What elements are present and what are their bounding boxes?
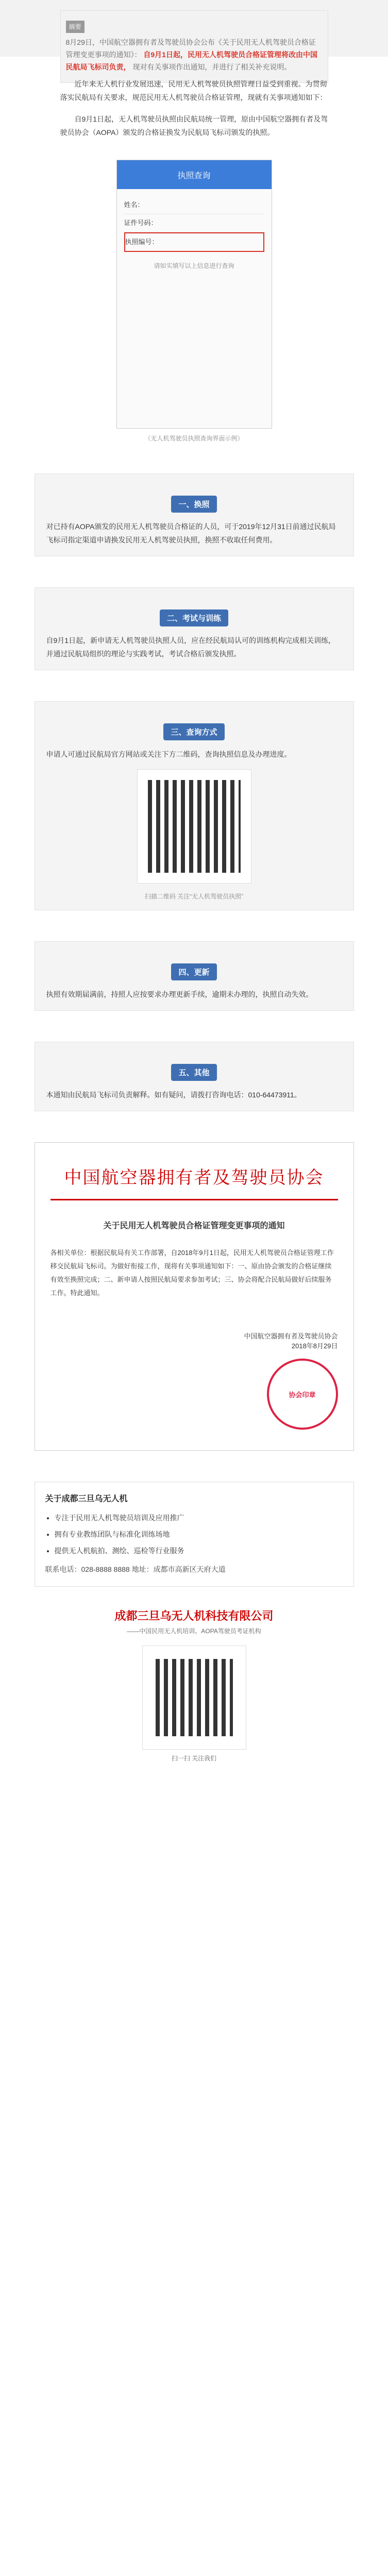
footer-qr-code[interactable] xyxy=(142,1646,246,1750)
section-four xyxy=(35,941,354,1011)
notice-title: 中国航空器拥有者及驾驶员协会 xyxy=(64,1167,324,1188)
section-one xyxy=(35,473,354,556)
intro-paragraph-2: 自9月1日起，无人机驾驶员执照由民航局统一管理，原由中国航空器拥有者及驾驶员协会（AOPA）颁发的合格证换发为民航局飞标司颁发的执照。 xyxy=(60,115,328,137)
qr-caption: 扫描二维码 关注“无人机驾驶员执照” xyxy=(144,893,244,900)
summary-line2: 现对有关事项作出通知，并进行了相关补充说明。 xyxy=(132,63,292,71)
section-three-head: 三、查询方式 xyxy=(163,723,224,740)
summary-text xyxy=(66,36,323,73)
phone-field-id[interactable]: 证件号码： xyxy=(124,214,264,232)
footer-qr-pattern xyxy=(156,1659,233,1736)
footer-subtitle: ——中国民用无人机培训、AOPA驾驶员考证机构 xyxy=(127,1628,261,1635)
section-two-head: 二、考试与训练 xyxy=(160,609,228,626)
company-heading: 关于成都三旦乌无人机 xyxy=(45,1495,128,1503)
footer xyxy=(35,1607,354,1762)
phone-title: 执照查询 xyxy=(117,160,272,189)
phone-hint: 请如实填写以上信息进行查询 xyxy=(154,262,234,269)
notice-date: 2018年8月29日 xyxy=(291,1342,338,1350)
phone-caption: （无人机驾驶员执照查询界面示例） xyxy=(144,435,244,442)
notice-body: 各相关单位：根据民航局有关工作部署，自2018年9月1日起，民用无人机驾驶员合格证管理工作移交民航局飞标司。为做好衔接工作，现将有关事项通知如下：一、原由协会颁发的合格证继续有效至换照完成；二、新申请人按照民航局要求参加考试；三、协会将配合民航局做好后续服务工作。特此通知。 xyxy=(50,1249,334,1297)
summary-line1-red: 自9月1日起，民用无人机驾驶员合格证管理将改由中国民航局飞标司负责， xyxy=(65,50,317,71)
seal-text: 协会印章 xyxy=(289,1391,316,1399)
notice-subtitle: 关于民用无人机驾驶员合格证管理变更事项的通知 xyxy=(103,1222,285,1230)
company-list xyxy=(45,1511,343,1557)
section-four-text: 执照有效期届满前，持照人应按要求办理更新手续，逾期未办理的，执照自动失效。 xyxy=(46,990,313,998)
top-bar xyxy=(0,0,388,71)
intro-paragraph-1: 近年来无人机行业发展迅速，民用无人机驾驶员执照管理日益受到重视。为贯彻落实民航局有关要求，规范民用无人机驾驶员合格证管理，现就有关事项通知如下： xyxy=(60,80,327,101)
phone-form xyxy=(117,189,272,279)
section-five-head: 五、其他 xyxy=(171,1064,216,1081)
summary-line1: 8月29日，中国航空器拥有者及驾驶员协会公布《关于民用无人机驾驶员合格证管理变更事项的通知》： xyxy=(65,38,316,59)
phone-field-name[interactable]: 姓名： xyxy=(124,196,264,214)
company-contact: 联系电话：028-8888 8888 地址：成都市高新区天府大道 xyxy=(45,1565,226,1573)
company-bullet: • 专注于民用无人机驾驶员培训及应用推广 xyxy=(55,1511,343,1524)
summary-label: 摘要 xyxy=(66,21,85,33)
section-two-text: 自9月1日起，新申请无人机驾驶员执照人员，应在经民航局认可的训练机构完成相关训练，并通过民航局组织的理论与实践考试，考试合格后颁发执照。 xyxy=(46,636,336,658)
notice-rule xyxy=(50,1199,338,1200)
company-bullet: • 拥有专业教练团队与标准化训练场地 xyxy=(55,1528,343,1541)
section-three-text: 申请人可通过民航局官方网站或关注下方二维码，查询执照信息及办理进度。 xyxy=(46,750,292,758)
footer-qr-caption: 扫一扫 关注我们 xyxy=(171,1755,217,1762)
qr-pattern xyxy=(148,780,241,873)
notice-document xyxy=(35,1142,354,1451)
company-bullet: • 提供无人机航拍、测绘、巡检等行业服务 xyxy=(55,1544,343,1557)
phone-field-license[interactable]: 执照编号： xyxy=(124,232,264,252)
section-five xyxy=(35,1042,354,1111)
section-four-head: 四、更新 xyxy=(171,963,216,980)
company-info xyxy=(35,1482,354,1587)
qr-code[interactable] xyxy=(137,769,251,884)
section-two xyxy=(35,587,354,670)
section-one-head: 一、换照 xyxy=(171,496,216,513)
notice-signer: 中国航空器拥有者及驾驶员协会 xyxy=(244,1332,338,1340)
section-five-text: 本通知由民航局飞标司负责解释。如有疑问，请拨打咨询电话：010-64473911。 xyxy=(46,1091,301,1099)
seal-icon xyxy=(267,1359,338,1430)
summary-box xyxy=(60,10,328,83)
section-three xyxy=(35,701,354,910)
notice-sign xyxy=(50,1331,338,1430)
section-one-text: 对已持有AOPA颁发的民用无人机驾驶员合格证的人员，可于2019年12月31日前通过民航局飞标司指定渠道申请换发民用无人机驾驶员执照，换照不收取任何费用。 xyxy=(46,522,336,544)
phone-screenshot xyxy=(116,160,272,429)
footer-title: 成都三旦乌无人机科技有限公司 xyxy=(114,1609,274,1622)
